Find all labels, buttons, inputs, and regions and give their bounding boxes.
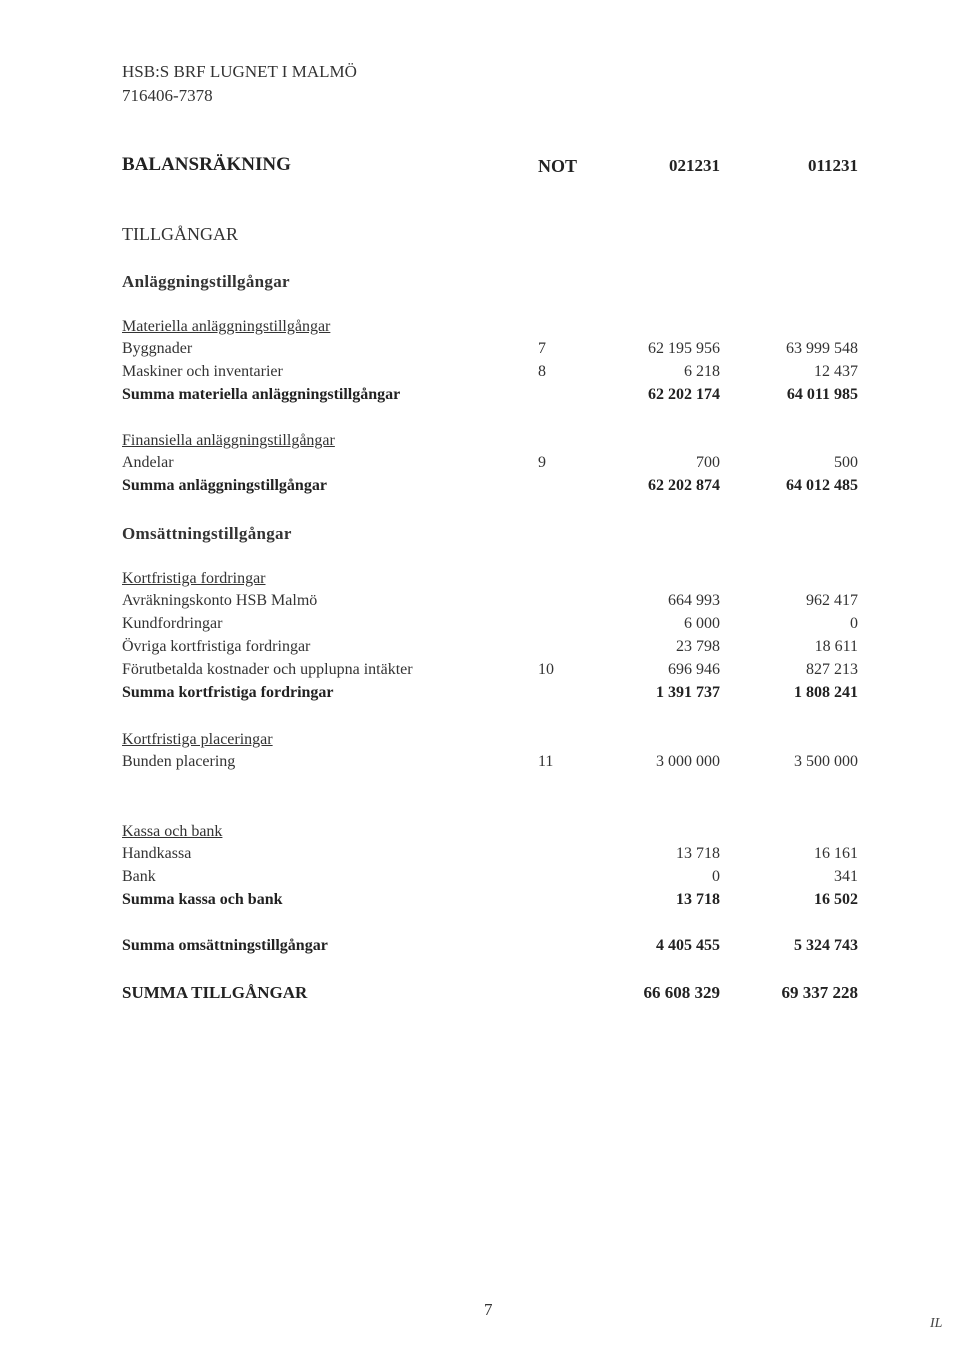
row-value-2002: 13 718 [676, 891, 720, 908]
page-title: BALANSRÄKNING [122, 154, 291, 175]
row-value-2002: 4 405 455 [656, 937, 720, 954]
table-row [0, 340, 960, 362]
table-row-sum [0, 386, 960, 408]
table-row-sum [0, 891, 960, 913]
row-value-2001: 18 611 [814, 638, 858, 655]
table-row [0, 868, 960, 890]
row-label: Bank [122, 868, 156, 885]
table-row-total-oms [0, 937, 960, 959]
row-label: Övriga kortfristiga fordringar [122, 638, 311, 655]
row-label: Kundfordringar [122, 615, 223, 632]
row-value-2001: 962 417 [806, 592, 858, 609]
row-value-2002: 62 195 956 [648, 340, 720, 357]
row-label: Handkassa [122, 845, 192, 862]
row-value-2002: 0 [712, 868, 720, 885]
row-value-2002: 23 798 [676, 638, 720, 655]
table-row-sum [0, 477, 960, 499]
row-value-2001: 500 [834, 454, 858, 471]
row-value-2002: 700 [696, 454, 720, 471]
table-row [0, 638, 960, 660]
table-row-total-assets [0, 983, 960, 1005]
table-row [0, 363, 960, 385]
row-label: Maskiner och inventarier [122, 363, 283, 380]
row-value-2001: 341 [834, 868, 858, 885]
row-value-2001: 5 324 743 [794, 937, 858, 954]
row-value-2002: 6 000 [684, 615, 720, 632]
subheading-finansiella: Finansiella anläggningstillgångar [122, 432, 335, 449]
row-label: Summa materiella anläggningstillgångar [122, 386, 401, 403]
row-note: 11 [538, 753, 554, 770]
row-value-2001: 12 437 [814, 363, 858, 380]
handwritten-initials: IL [930, 1316, 943, 1331]
row-label: Summa omsättningstillgångar [122, 937, 328, 954]
row-label: Summa kassa och bank [122, 891, 283, 908]
row-value-2001: 64 012 485 [786, 477, 858, 494]
row-value-2001: 63 999 548 [786, 340, 858, 357]
table-row [0, 661, 960, 683]
heading-omsattningstillgangar: Omsättningstillgångar [122, 524, 292, 543]
row-note: 8 [538, 363, 546, 380]
row-value-2001: 16 161 [814, 845, 858, 862]
row-label: Andelar [122, 454, 174, 471]
row-value-2002: 66 608 329 [643, 983, 720, 1002]
row-label: Bunden placering [122, 753, 236, 770]
heading-anlaggningstillgangar: Anläggningstillgångar [122, 272, 290, 291]
row-label: Avräkningskonto HSB Malmö [122, 592, 318, 609]
row-value-2001: 0 [850, 615, 858, 632]
table-row [0, 454, 960, 476]
row-value-2002: 3 000 000 [656, 753, 720, 770]
section-heading-tillgangar: TILLGÅNGAR [122, 224, 238, 244]
subheading-kortfristiga-placeringar: Kortfristiga placeringar [122, 731, 273, 748]
row-value-2002: 664 993 [668, 592, 720, 609]
row-value-2001: 3 500 000 [794, 753, 858, 770]
organization-number: 716406-7378 [122, 86, 213, 105]
row-label: Byggnader [122, 340, 193, 357]
row-value-2001: 827 213 [806, 661, 858, 678]
row-value-2002: 13 718 [676, 845, 720, 862]
row-note: 10 [538, 661, 554, 678]
row-value-2002: 1 391 737 [656, 684, 720, 701]
table-row [0, 592, 960, 614]
row-value-2002: 696 946 [668, 661, 720, 678]
column-header-2002: 021231 [669, 156, 720, 175]
subheading-materiella: Materiella anläggningstillgångar [122, 318, 331, 335]
table-row [0, 845, 960, 867]
row-label: Summa anläggningstillgångar [122, 477, 327, 494]
table-row-sum [0, 684, 960, 706]
row-value-2002: 6 218 [684, 363, 720, 380]
table-row [0, 753, 960, 775]
row-value-2001: 1 808 241 [794, 684, 858, 701]
row-value-2002: 62 202 174 [648, 386, 720, 403]
subheading-kassa-och-bank: Kassa och bank [122, 823, 223, 840]
note-column-header: NOT [538, 156, 578, 176]
row-value-2001: 16 502 [814, 891, 858, 908]
column-header-2001: 011231 [807, 156, 858, 175]
row-value-2001: 64 011 985 [786, 386, 858, 403]
row-value-2002: 62 202 874 [648, 477, 720, 494]
row-note: 9 [538, 454, 546, 471]
row-note: 7 [538, 340, 546, 357]
organization-name: HSB:S BRF LUGNET I MALMÖ [122, 62, 357, 81]
row-label: SUMMA TILLGÅNGAR [122, 983, 308, 1002]
subheading-kortfristiga-fordringar: Kortfristiga fordringar [122, 570, 266, 587]
table-row [0, 615, 960, 637]
page-number: 7 [484, 1300, 493, 1319]
row-value-2001: 69 337 228 [781, 983, 858, 1002]
row-label: Förutbetalda kostnader och upplupna intäkter [122, 661, 413, 678]
row-label: Summa kortfristiga fordringar [122, 684, 334, 701]
